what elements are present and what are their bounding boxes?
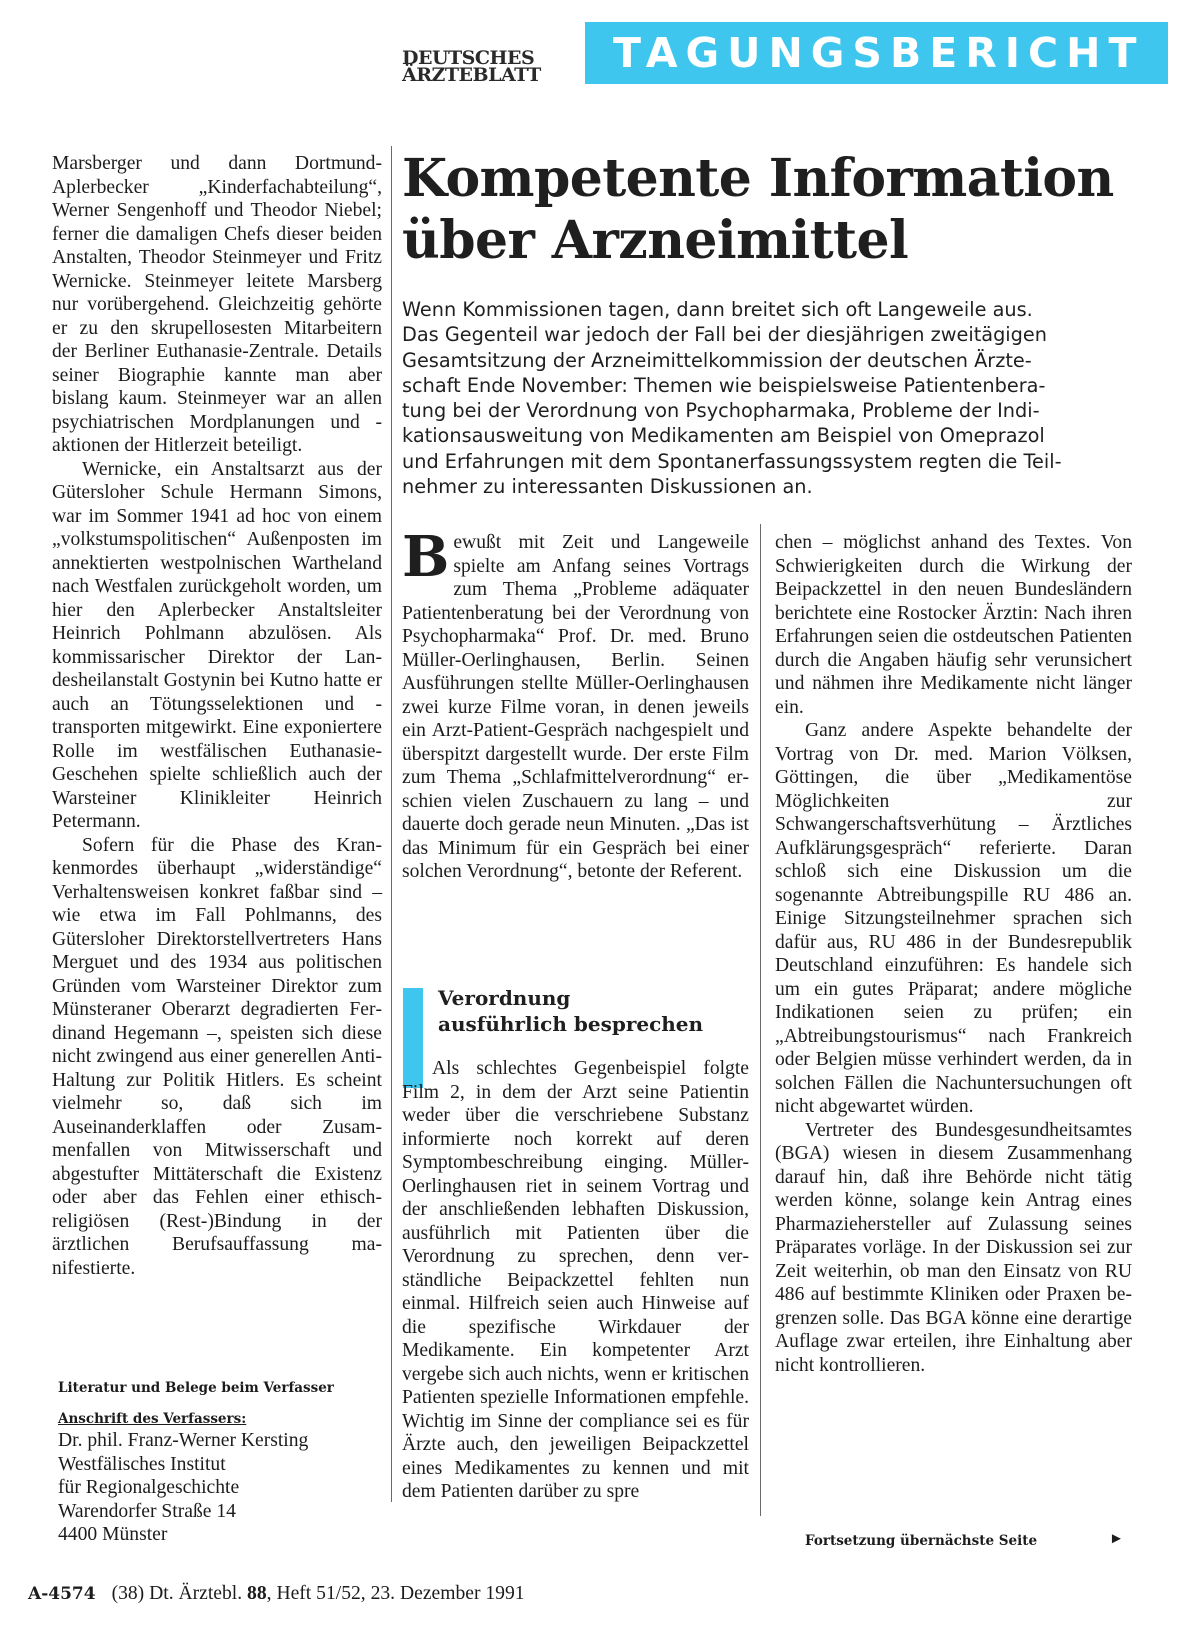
brand-line-1: DEUTSCHES	[402, 47, 535, 69]
article-lead	[402, 297, 1150, 499]
lead-line: nehmer zu interessanten Diskussionen an.	[402, 475, 813, 499]
page-code: A-4574	[28, 1584, 96, 1604]
middle-column-bottom	[402, 1057, 749, 1504]
drop-cap: B	[402, 524, 450, 590]
lead-line: schaft Ende November: Themen wie beispielsweise Patientenbera-	[402, 373, 1046, 397]
section-banner	[585, 22, 1168, 84]
left-paragraph-1: Marsberger und dann Dortmund-Aplerbecker „Kinderfachabteilung“, Werner Sengenhoff und Theodor Niebel; ferner die damaligen Chefs dieser beiden Anstalten, Theodor Steinmeyer und Fritz Wernicke. Steinmeyer leitete Marsberg nur vorübergehend. Gleichzeitig gehörte er zu den skrupellosesten Mitarbeitern der Berliner Euthanasie-Zentrale. Details seiner Biographie kannte man aber bislang kaum. Steinmeyer war an allen psychiatrischen Mordplanungen und -aktionen der Hitlerzeit beteiligt.	[52, 153, 382, 456]
literature-note: Literatur und Belege beim Verfasser	[58, 1380, 334, 1396]
lead-line: und Erfahrungen mit dem Spontanerfassungssystem regten die Teil-	[402, 449, 1062, 473]
citation-suffix: , Heft 51/52, 23. Dezember 1991	[266, 1583, 525, 1604]
column-divider-left	[391, 146, 392, 1502]
lead-line: Wenn Kommissionen tagen, dann breitet sich oft Langeweile aus.	[402, 298, 1033, 321]
left-column	[52, 152, 382, 1280]
lead-line: Gesamtsitzung der Arzneimittelkommission der deutschen Ärzte-	[402, 348, 1032, 372]
publication-logo	[402, 47, 572, 86]
lead-line: Das Gegenteil war jedoch der Fall bei der diesjährigen zweitägigen	[402, 323, 1047, 347]
address-line: Warendorfer Straße 14	[58, 1500, 236, 1522]
author-address	[58, 1429, 308, 1547]
continuation-arrow-icon: ►	[1109, 1531, 1124, 1547]
title-line-2: über Arzneimittel	[402, 210, 909, 271]
left-paragraph-2: Wernicke, ein Anstaltsarzt aus der Gütersloher Schule Hermann Simons, war im Sommer 1941 ad hoc von einem „volkstumspolitischen“ Außenposten im annektierten westpolnischen Wartheland nach Westfalen zurückgeholt worden, um hier den Aplerbecker Anstaltsleiter Heinrich Pohlmann abzulösen. Als kommissarischer Direktor der Landesheilanstalt Gostynin bei Kutno hatte er auch an Tötungsselektionen und -transporten mitgewirkt. Eine exponiertere Rolle im westfälischen Euthanasie-Geschehen spielte schließlich auch der Warsteiner Klinikleiter Heinrich Petermann.	[52, 458, 382, 832]
address-line: Dr. phil. Franz-Werner Kersting	[58, 1430, 309, 1451]
right-paragraph-3: Vertreter des Bundesgesundheitsamtes (BGA) wiesen in diesem Zusammenhang darauf hin, daß ihre Behörde nicht tätig werden könne, solange kein Antrag eines Pharmaziehersteller auf Zulassung seines Präparates vorläge. In der Diskussion sei zur Zeit weiterhin, ob man den Einsatz von RU 486 auf bestimmte Kliniken oder Praxen begrenzen solle. Das BGA könne eine derartige Auflage zwar erteilen, ihre Einhaltung aber nicht kontrollieren.	[775, 1119, 1132, 1376]
lead-line: kationsausweitung von Medikamenten am Beispiel von Omeprazol	[402, 424, 1045, 448]
middle-paragraph-1-text: ewußt mit Zeit und Langeweile spielte am Anfang seines Vortrags zum Thema „Probleme adäquater Patientenberatung bei der Verordnung von Psychopharmaka“ Prof. Dr. med. Bruno Müller-Oerlinghausen, Berlin. Seinen Ausführungen stellte Müller-Oerlinghausen zwei kurze Filme voran, in denen jeweils ein Arzt-Patient-Gespräch nachgespielt und überspitzt dargestellt wurde. Der erste Film zum Thema „Schlafmittelverordnung“ erschien vielen Zuschauern zu lang – und dauerte doch gerade neun Minuten. „Das ist das Minimum für ein Gespräch bei einer solchen Verordnung“, betonte der Referent.	[402, 532, 749, 882]
right-paragraph-1: chen – möglichst anhand des Textes. Von Schwierigkeiten durch die Wirkung der Beipackzettel in den neuen Bundesländern berichtete eine Rostocker Ärztin: Nach ihren Erfahrungen seien die ostdeutschen Patienten durch die Angaben häufig sehr verunsichert und nähmen ihre Medikamente nicht länger ein.	[775, 532, 1132, 718]
right-column	[775, 531, 1132, 1377]
subheading	[438, 985, 758, 1037]
middle-column-top	[402, 524, 749, 884]
subheading-line-2: ausführlich besprechen	[438, 1012, 704, 1036]
continuation-note: Fortsetzung übernächste Seite	[805, 1533, 1038, 1549]
address-line: für Regionalgeschichte	[58, 1477, 240, 1498]
address-line: Westfälisches Institut	[58, 1453, 226, 1475]
address-line: 4400 Münster	[58, 1524, 168, 1545]
left-paragraph-3: Sofern für die Phase des Krankenmordes überhaupt „widerständige“ Verhaltensweisen konkret faßbar sind – wie etwa im Fall Pohlmanns, des Gütersloher Direktorstellvertreters Hans Merguet und des 1934 aus politischen Gründen vom Warsteiner Direktor zum Münsteraner Oberarzt degradierten Ferdinand Hegemann –, speisten sich diese nicht zwingend aus einer generellen Anti-Haltung zur Politik Hitlers. Es scheint vielmehr so, daß sich im Auseinanderklaffen oder Zusammenfallen von Mitwisserschaft und abgestufter Mittäterschaft die Existenz oder aber das Fehlen einer ethisch-religiösen (Rest-)Bindung in der ärztlichen Berufsauffassung manifestierte.	[52, 834, 382, 1279]
article-title	[402, 148, 1162, 272]
brand-line-2: ÄRZTEBLATT	[402, 64, 541, 86]
citation-prefix: (38) Dt. Ärztebl.	[111, 1583, 248, 1604]
page-footer	[28, 1583, 525, 1605]
volume-number: 88	[247, 1583, 267, 1604]
address-label: Anschrift des Verfassers:	[58, 1411, 247, 1427]
title-line-1: Kompetente Information	[402, 148, 1114, 209]
middle-paragraph-1	[402, 524, 749, 884]
middle-paragraph-2: Als schlechtes Gegenbeispiel folgte Film 2, in dem der Arzt seine Patientin weder über die verschriebene Substanz informierte noch korrekt auf deren Symptombeschreibung einging. Müller-Oerlinghausen riet in seinem Vortrag und der anschließenden lebhaften Diskussion, ausführlich mit Patienten über die Verordnung zu sprechen, denn verständliche Beipackzettel fehlten nun einmal. Hilfreich seien auch Hinweise auf die spezifische Wirkdauer der Medikamente. Ein kompetenter Arzt vergebe sich auch nichts, wenn er kritischen Patienten spezielle Informationen empfehle. Wichtig im Sinne der compliance sei es für Ärzte auch, den jeweiligen Beipackzettel eines Medikamentes zu kennen und mit dem Patienten darüber zu spre	[402, 1058, 749, 1502]
subheading-line-1: Verordnung	[438, 986, 571, 1010]
column-divider-right	[760, 524, 761, 1516]
section-label: TAGUNGSBERICHT	[613, 29, 1145, 77]
right-paragraph-2: Ganz andere Aspekte behandelte der Vortrag von Dr. med. Marion Völksen, Göttingen, die über „Medikamentöse Möglichkeiten zur Schwangerschaftsverhütung – Ärztliches Aufklärungsgespräch“ referierte. Daran schloß sich eine Diskussion um die sogenannte Abtreibungspille RU 486 an. Einige Sitzungsteilnehmer sprachen sich dafür aus, RU 486 in der Bundesrepublik Deutschland einzuführen: Es handele sich um ein gutes Präparat; andere mögliche Indikationen seien zu prüfen; ein „Abtreibungstourismus“ nach Frankreich oder Belgien müsse verhindert werden, da in solchen Fällen die Nachuntersuchungen oft nicht abgewartet würden.	[775, 720, 1132, 1117]
lead-line: tung bei der Verordnung von Psychopharmaka, Probleme der Indi-	[402, 399, 1040, 423]
